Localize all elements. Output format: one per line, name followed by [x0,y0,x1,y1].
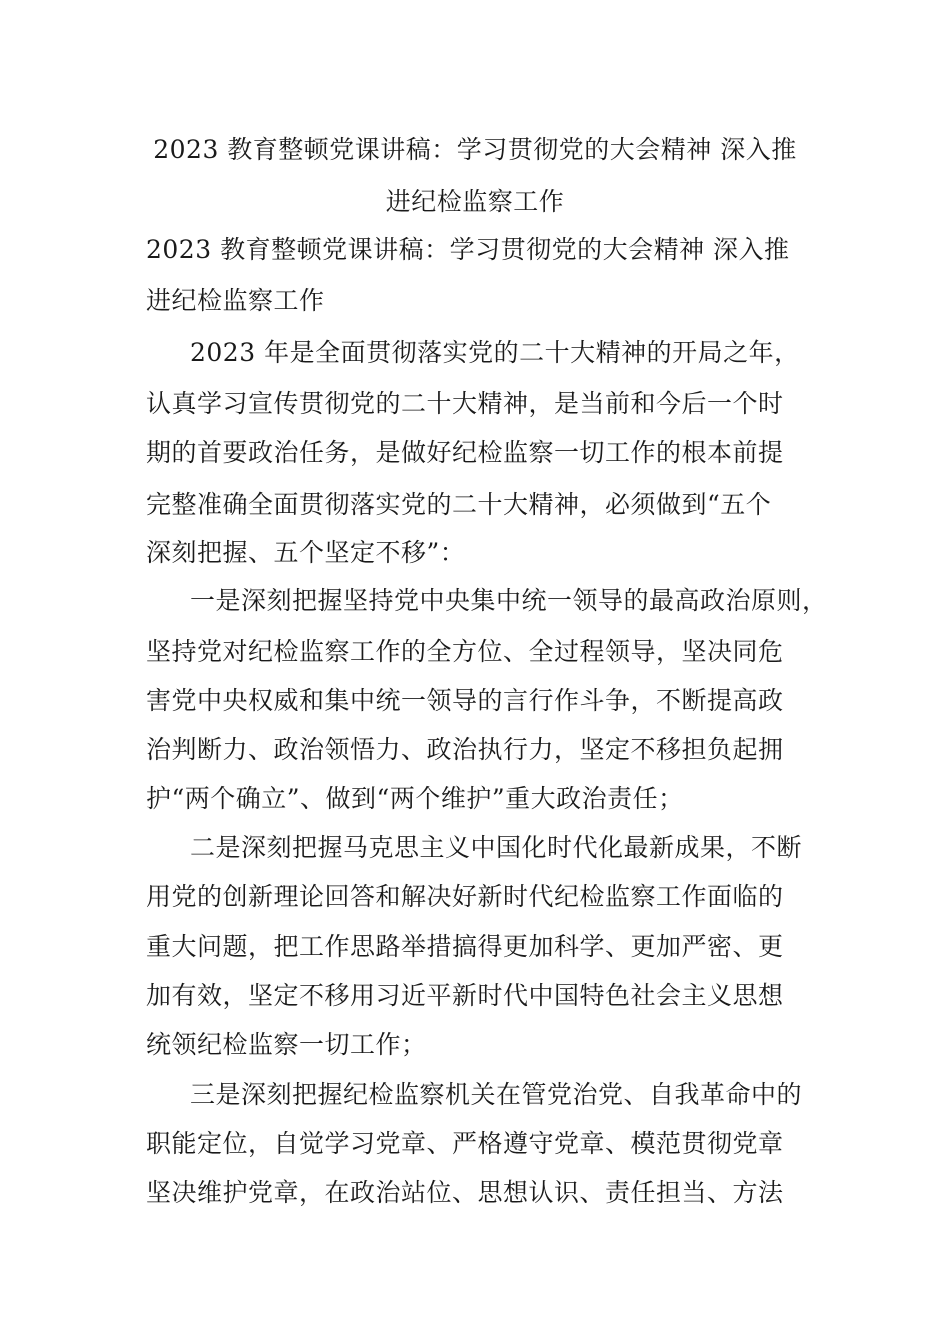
paragraph-4-line-3: 坚决维护党章，在政治站位、思想认识、责任担当、方法 [146,1178,784,1207]
heading-line-1: 2023 教育整顿党课讲稿：学习贯彻党的大会精神 深入推 [146,235,790,264]
paragraph-2-line-4: 治判断力、政治领悟力、政治执行力，坚定不移担负起拥 [146,735,784,764]
paragraph-3-line-2: 用党的创新理论回答和解决好新时代纪检监察工作面临的 [146,882,784,911]
paragraph-1-line-2: 认真学习宣传贯彻党的二十大精神，是当前和今后一个时 [146,389,784,418]
paragraph-2-line-1: 一是深刻把握坚持党中央集中统一领导的最高政治原则， [190,586,828,615]
paragraph-2-line-2: 坚持党对纪检监察工作的全方位、全过程领导，坚决同危 [146,637,784,666]
heading-line-2: 进纪检监察工作 [146,286,325,315]
document-title-line-1: 2023 教育整顿党课讲稿：学习贯彻党的大会精神 深入推 [153,135,797,164]
paragraph-4-line-2: 职能定位，自觉学习党章、严格遵守党章、模范贯彻党章 [146,1129,784,1158]
paragraph-3-line-4: 加有效，坚定不移用习近平新时代中国特色社会主义思想 [146,981,784,1010]
paragraph-3-line-1: 二是深刻把握马克思主义中国化时代化最新成果，不断 [190,833,803,862]
document-title-line-2: 进纪检监察工作 [385,187,565,216]
paragraph-2-line-5: 护“两个确立”、做到“两个维护”重大政治责任； [146,784,684,813]
paragraph-1-line-5: 深刻把握、五个坚定不移”： [146,538,466,567]
paragraph-2-line-3: 害党中央权威和集中统一领导的言行作斗争，不断提高政 [146,686,784,715]
paragraph-1-line-1: 2023 年是全面贯彻落实党的二十大精神的开局之年， [190,338,800,367]
paragraph-3-line-5: 统领纪检监察一切工作； [146,1030,427,1059]
paragraph-1-line-3: 期的首要政治任务，是做好纪检监察一切工作的根本前提 [146,438,784,467]
paragraph-4-line-1: 三是深刻把握纪检监察机关在管党治党、自我革命中的 [190,1080,803,1109]
paragraph-1-line-4: 完整准确全面贯彻落实党的二十大精神，必须做到“五个 [146,490,772,519]
paragraph-3-line-3: 重大问题，把工作思路举措搞得更加科学、更加严密、更 [146,932,784,961]
